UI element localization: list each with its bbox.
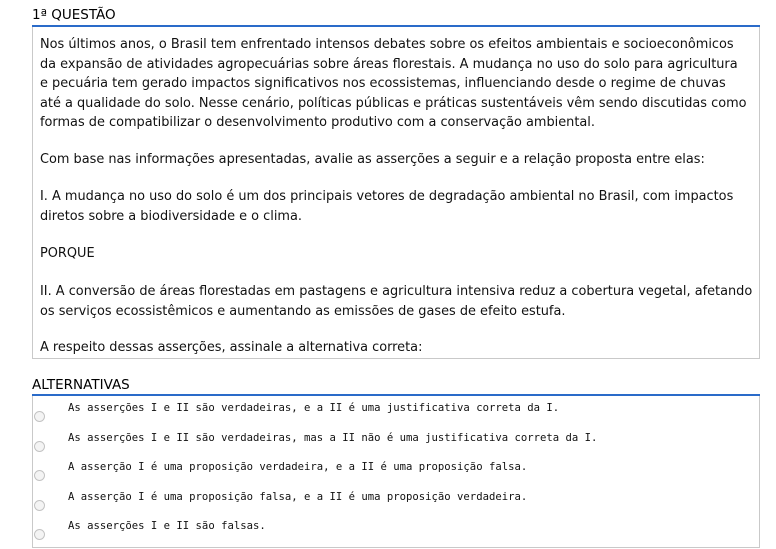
alternative-option-e[interactable]	[32, 519, 758, 549]
assertion-one-line: I. A mudança no uso do solo é um dos principais vetores de degradação ambiental no Brasil, com impactos	[40, 189, 734, 204]
alternative-label[interactable]: A asserção I é uma proposição falsa, e a II é uma proposição verdadeira.	[68, 491, 528, 503]
alternative-label[interactable]: As asserções I e II são verdadeiras, e a II é uma justificativa correta da I.	[68, 402, 560, 414]
alternative-option-a[interactable]	[32, 401, 758, 431]
alternative-option-b[interactable]	[32, 431, 758, 461]
assertion-two-line: os serviços ecossistêmicos e aumentando as emissões de gases de efeito estufa.	[40, 303, 566, 319]
question-prompt: Com base nas informações apresentadas, avalie as asserções a seguir e a relação proposta entre elas:	[40, 152, 705, 167]
alternatives-heading: ALTERNATIVAS	[32, 377, 130, 393]
alternative-label[interactable]: As asserções I e II são verdadeiras, mas a II não é uma justificativa correta da I.	[68, 432, 598, 444]
alternative-label[interactable]: As asserções I e II são falsas.	[68, 520, 266, 532]
question-instruction: A respeito dessas asserções, assinale a alternativa correta:	[40, 340, 423, 355]
alternative-label[interactable]: A asserção I é uma proposição verdadeira, e a II é uma proposição falsa.	[68, 461, 528, 473]
alternative-option-d[interactable]	[32, 490, 758, 520]
question-text-line: Nos últimos anos, o Brasil tem enfrentado intensos debates sobre os efeitos ambientais e socioeconômicos	[40, 37, 734, 52]
radio-button[interactable]	[34, 470, 45, 481]
assertion-one-line: diretos sobre a biodiversidade e o clima.	[40, 208, 302, 224]
question-text-line: e pecuária tem gerado impactos significativos nos ecossistemas, influenciando desde o regime de chuvas	[40, 76, 726, 91]
radio-button[interactable]	[34, 529, 45, 540]
question-heading: 1ª QUESTÃO	[32, 7, 116, 23]
radio-button[interactable]	[34, 411, 45, 422]
radio-button[interactable]	[34, 500, 45, 511]
question-text-line: da expansão de atividades agropecuárias sobre áreas florestais. A mudança no uso do solo para agricultura	[40, 56, 738, 72]
question-text-line: formas de compatibilizar o desenvolvimento produtivo com a conservação ambiental.	[40, 115, 595, 130]
radio-button[interactable]	[34, 441, 45, 452]
alternative-option-c[interactable]	[32, 460, 758, 490]
question-text-line: até a qualidade do solo. Nesse cenário, políticas públicas e práticas sustentáveis vêm sendo discutidas como	[40, 95, 747, 111]
assertion-two-line: II. A conversão de áreas florestadas em pastagens e agricultura intensiva reduz a cobertura vegetal, afetando	[40, 284, 753, 299]
porque-connector: PORQUE	[40, 246, 95, 261]
